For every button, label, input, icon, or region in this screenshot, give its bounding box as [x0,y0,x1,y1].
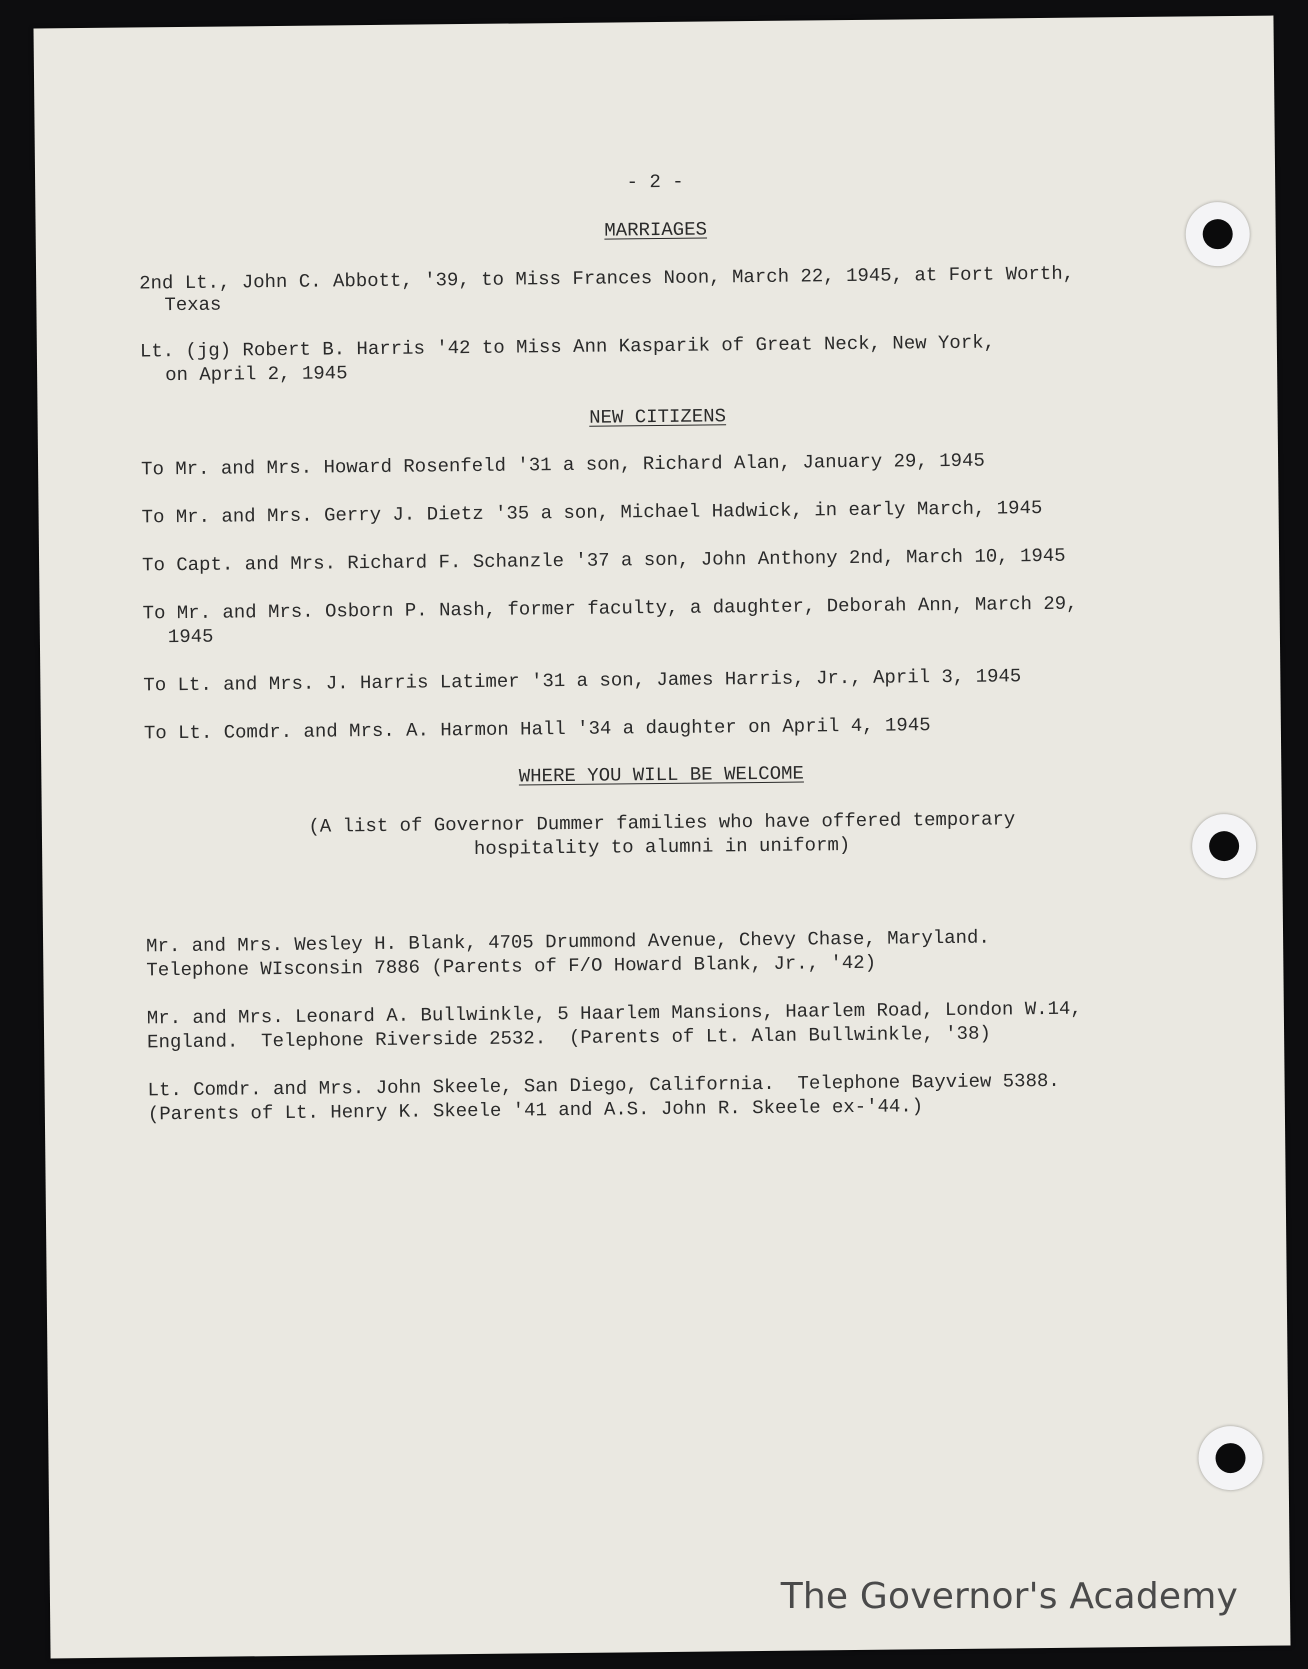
watermark-text: The Governor's Academy [780,1576,1238,1617]
birth-entry-5: To Lt. and Mrs. J. Harris Latimer '31 a son, James Harris, Jr., April 3, 1945 [143,665,1022,697]
marriage-entry-2-line2: on April 2, 1945 [165,362,348,387]
welcome-intro-line1: (A list of Governor Dummer families who have offered temporary [308,808,1016,838]
host-entry-3-line1: Lt. Comdr. and Mrs. John Skeele, San Diego, California. Telephone Bayview 5388. [147,1069,1060,1102]
host-entry-2-line1: Mr. and Mrs. Leonard A. Bullwinkle, 5 Haarlem Mansions, Haarlem Road, London W.14, [146,997,1082,1030]
birth-entry-3: To Capt. and Mrs. Richard F. Schanzle '37 a son, John Anthony 2nd, March 10, 1945 [142,544,1066,577]
marriage-entry-1-line1: 2nd Lt., John C. Abbott, '39, to Miss Frances Noon, March 22, 1945, at Fort Worth, [139,262,1075,295]
host-entry-2-line2: England. Telephone Riverside 2532. (Parents of Lt. Alan Bullwinkle, '38) [147,1022,991,1054]
marriages-heading: MARRIAGES [604,218,708,242]
welcome-heading: WHERE YOU WILL BE WELCOME [518,762,804,788]
page-number: - 2 - [626,170,684,194]
birth-entry-2: To Mr. and Mrs. Gerry J. Dietz '35 a son, Michael Hadwick, in early March, 1945 [141,496,1043,529]
marriage-entry-2-line1: Lt. (jg) Robert B. Harris '42 to Miss Ann Kasparik of Great Neck, New York, [139,331,996,363]
document-page [33,16,1290,1659]
birth-entry-1: To Mr. and Mrs. Howard Rosenfeld '31 a son, Richard Alan, January 29, 1945 [141,449,985,481]
birth-entry-4-line2: 1945 [167,625,214,649]
welcome-intro-line2: hospitality to alumni in uniform) [473,834,851,860]
new-citizens-heading: NEW CITIZENS [589,405,727,429]
birth-entry-6: To Lt. Comdr. and Mrs. A. Harmon Hall '34 a daughter on April 4, 1945 [143,714,931,745]
birth-entry-4-line1: To Mr. and Mrs. Osborn P. Nash, former faculty, a daughter, Deborah Ann, March 29, [142,592,1078,625]
host-entry-3-line2: (Parents of Lt. Henry K. Skeele '41 and A.S. John R. Skeele ex-'44.) [147,1095,924,1126]
host-entry-1-line1: Mr. and Mrs. Wesley H. Blank, 4705 Drummond Avenue, Chevy Chase, Maryland. [146,926,990,958]
host-entry-1-line2: Telephone WIsconsin 7886 (Parents of F/O Howard Blank, Jr., '42) [146,951,877,982]
punch-hole-middle [1192,814,1257,879]
punch-hole-top [1185,202,1250,267]
marriage-entry-1-line2: Texas [164,293,222,317]
punch-hole-bottom [1198,1426,1263,1491]
